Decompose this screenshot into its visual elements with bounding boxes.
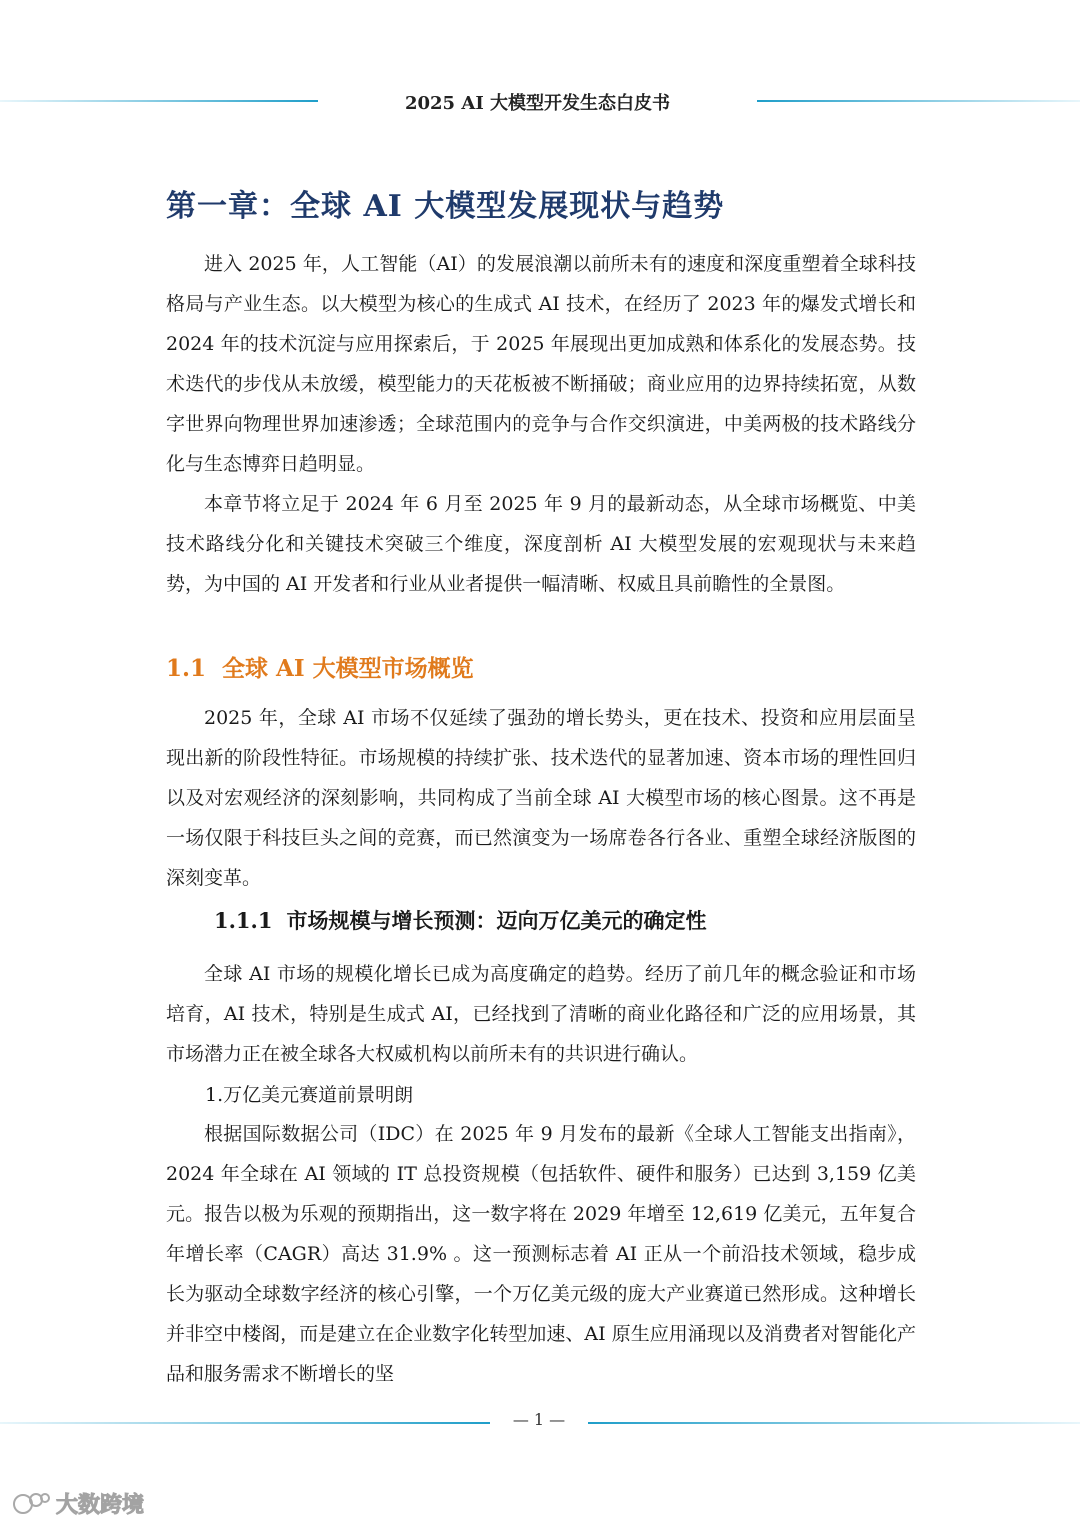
subsection-heading-1-1-1	[214, 905, 914, 935]
subsection-title: 市场规模与增长预测：迈向万亿美元的确定性	[286, 908, 707, 933]
paragraph-idc: 根据国际数据公司（IDC）在 2025 年 9 月发布的最新《全球人工智能支出指南》，2024 年全球在 AI 领域的 IT 总投资规模（包括软件、硬件和服务）已达到 3,159 亿美元。报告以极为乐观的预期指出，这一数字将在 2029 年增至 12,619 亿美元，五年复合年增长率（CAGR）高达 31.9% 。这一预测标志着 AI 正从一个前沿技术领域，稳步成长为驱动全球数字经济的核心引擎，一个万亿美元级的庞大产业赛道已然形成。这种增长并非空中楼阁，而是建立在企业数字化转型加速、AI 原生应用涌现以及消费者对智能化产品和服务需求不断增长的坚	[166, 1123, 916, 1385]
header-rule-right	[757, 100, 1080, 102]
footer-rule-right	[588, 1422, 1080, 1424]
section-number: 1.1	[166, 655, 207, 682]
list-item-heading: 1.万亿美元赛道前景明朗	[205, 1084, 414, 1106]
paragraph-market: 2025 年，全球 AI 市场不仅延续了强劲的增长势头，更在技术、投资和应用层面呈现出新的阶段性特征。市场规模的持续扩张、技术迭代的显著加速、资本市场的理性回归以及对宏观经济的深刻影响，共同构成了当前全球 AI 大模型市场的核心图景。这不再是一场仅限于科技巨头之间的竞赛，而已然演变为一场席卷各行各业、重塑全球经济版图的深刻变革。	[166, 707, 916, 889]
watermark-logo-icon	[12, 1490, 52, 1516]
paragraph-scale: 全球 AI 市场的规模化增长已成为高度确定的趋势。经历了前几年的概念验证和市场培育，AI 技术，特别是生成式 AI，已经找到了清晰的商业化路径和广泛的应用场景，其市场潜力正在被全球各大权威机构以前所未有的共识进行确认。	[166, 963, 916, 1065]
section-title: 全球 AI 大模型市场概览	[222, 655, 474, 682]
watermark	[12, 1488, 144, 1518]
chapter-title: 第一章：全球 AI 大模型发展现状与趋势	[166, 189, 725, 224]
section-heading-1-1	[166, 650, 926, 683]
page-number: — 1 —	[512, 1410, 566, 1429]
subsection-number: 1.1.1	[214, 908, 273, 933]
paragraph-intro-2: 本章节将立足于 2024 年 6 月至 2025 年 9 月的最新动态，从全球市场概览、中美技术路线分化和关键技术突破三个维度，深度剖析 AI 大模型发展的宏观现状与未来趋势，为中国的 AI 开发者和行业从业者提供一幅清晰、权威且具前瞻性的全景图。	[166, 493, 916, 595]
footer-rule-left	[0, 1422, 490, 1424]
watermark-text: 大数跨境	[56, 1492, 145, 1518]
running-header-title: 2025 AI 大模型开发生态白皮书	[404, 93, 670, 114]
header-rule-left	[0, 100, 318, 102]
paragraph-intro-1: 进入 2025 年，人工智能（AI）的发展浪潮以前所未有的速度和深度重塑着全球科技格局与产业生态。以大模型为核心的生成式 AI 技术，在经历了 2023 年的爆发式增长和 2024 年的技术沉淀与应用探索后，于 2025 年展现出更加成熟和体系化的发展态势。技术迭代的步伐从未放缓，模型能力的天花板被不断捅破；商业应用的边界持续拓宽，从数字世界向物理世界加速渗透；全球范围内的竞争与合作交织演进，中美两极的技术路线分化与生态博弈日趋明显。	[166, 253, 916, 475]
